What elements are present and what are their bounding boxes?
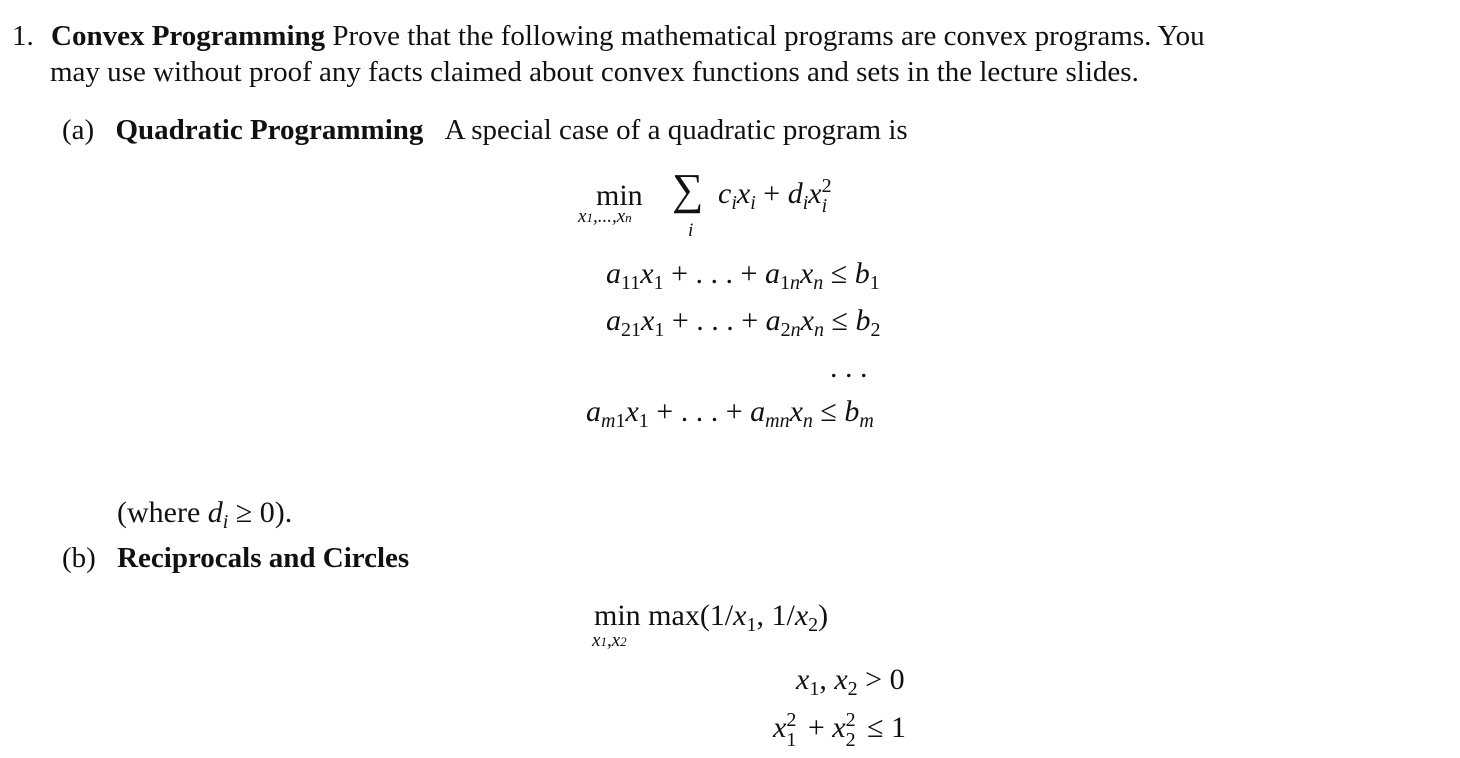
part-a-condition: (where $d_i \ge 0$). (117, 496, 293, 533)
part-a-constraint-2: $a_{21}x_1$ + . . . + $a_{2n}x_n \le b_2$ (606, 304, 881, 341)
part-a-objective-min: min (596, 179, 643, 212)
part-a-constraint-m: $a_{m1}x_1$ + . . . + $a_{mn}x_n \le b_m$ (586, 395, 874, 432)
part-b-objective-limit: x1,x2 (592, 630, 627, 651)
part-a-label: (a) (62, 114, 95, 146)
part-a-objective-limit: x1,...,xn (578, 206, 632, 227)
part-b-label: (b) (62, 542, 96, 574)
part-b-objective: $\min \max(1/x_1$, $1/x_2$) (594, 599, 829, 636)
part-a-sum-symbol: ∑ (672, 165, 704, 214)
part-b-header (62, 540, 409, 576)
problem-intro-line2: may use without proof any facts claimed about convex functions and sets in the lecture slides. (50, 56, 1139, 88)
problem-header (12, 18, 1205, 54)
part-b-constraint-2: x 2 1 + x 2 2 ≤ 1 (773, 709, 907, 751)
part-a-constraint-ellipsis: . . . (830, 351, 868, 384)
part-a-sum-index: i (688, 220, 694, 241)
part-a-constraint-1: $a_{11}x_1$ + . . . + $a_{1n}x_n \le b_1$ (606, 257, 880, 294)
part-a-header (62, 112, 908, 148)
problem-number: 1. (12, 20, 34, 52)
part-a-description: A special case of a quadratic program is (444, 114, 908, 146)
part-b-title: Reciprocals and Circles (117, 542, 410, 574)
part-a-objective-expression: $c_ix_i + d_ix$ 2 i (718, 175, 832, 217)
part-b-constraint-1: $x_1$, $x_2 > 0$ (796, 663, 905, 700)
problem-title: Convex Programming (51, 20, 326, 52)
problem-intro-line1: Prove that the following mathematical programs are convex programs. You (332, 20, 1205, 52)
part-a-title: Quadratic Programming (115, 114, 424, 146)
